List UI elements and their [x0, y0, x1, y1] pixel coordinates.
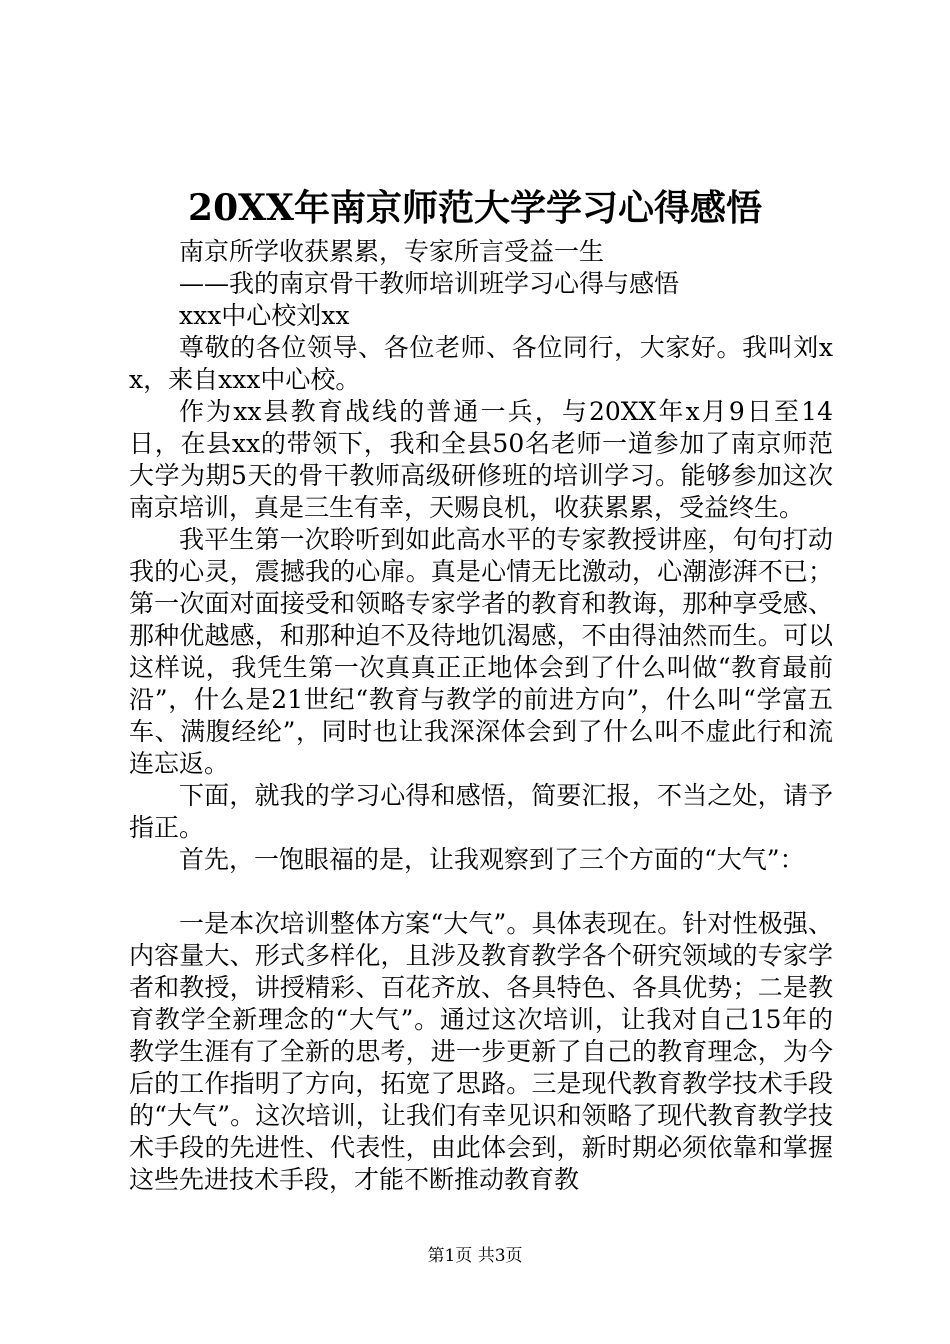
- paragraph-experience: 我平生第一次聆听到如此高水平的专家教授讲座，句句打动我的心灵，震撼我的心扉。真是心情无比激动，心潮澎湃不已；第一次面对面接受和领略专家学者的教育和教诲，那种享受感、那种优越感，和那种迫不及待地饥渴感，不由得油然而生。可以这样说，我凭生第一次真真正正地体会到了什么叫做“教育最前沿”，什么是21世纪“教育与教学的前进方向”，什么叫“学富五车、满腹经纶”，同时也让我深深体会到了什么叫不虚此行和流连忘返。: [129, 525, 833, 778]
- author-line: xxx中心校刘xx: [179, 301, 350, 330]
- page-footer: 第1页 共3页: [427, 1246, 523, 1266]
- paragraph-intro: 作为xx县教育战线的普通一兵，与20XX年x月9日至14日，在县xx的带领下，我和全县50名老师一道参加了南京师范大学为期5天的骨干教师高级研修班的培训学习。能够参加这次南京培训，真是三生有幸，天赐良机，收获累累，受益终生。: [129, 397, 833, 522]
- subtitle-line: 南京所学收获累累，专家所言受益一生: [179, 237, 605, 266]
- document-body: [129, 236, 833, 1196]
- paragraph-three-aspects: 一是本次培训整体方案“大气”。具体表现在。针对性极强、内容量大、形式多样化，且涉及教育教学各个研究领域的专家学者和教授，讲授精彩、百花齐放、各具特色、各具优势；二是教育教学全新理念的“大气”。通过这次培训，让我对自己15年的教学生涯有了全新的思考，进一步更新了自己的教育理念，为今后的工作指明了方向，拓宽了思路。三是现代教育教学技术手段的“大气”。这次培训，让我们有幸见识和领略了现代教育教学技术手段的先进性、代表性，由此体会到，新时期必须依靠和掌握这些先进技术手段，才能不断推动教育教: [129, 909, 833, 1194]
- paragraph-gap: [129, 876, 833, 908]
- paragraph-first: 首先，一饱眼福的是，让我观察到了三个方面的“大气”：: [179, 845, 805, 874]
- paragraph-report: 下面，就我的学习心得和感悟，简要汇报，不当之处，请予指正。: [129, 781, 833, 842]
- paragraph-greeting: 尊敬的各位领导、各位老师、各位同行，大家好。我叫刘xx，来自xxx中心校。: [129, 333, 833, 394]
- subtitle-line-2: ——我的南京骨干教师培训班学习心得与感悟: [179, 269, 680, 298]
- document-title: 20XX年南京师范大学学习心得感悟: [188, 187, 762, 229]
